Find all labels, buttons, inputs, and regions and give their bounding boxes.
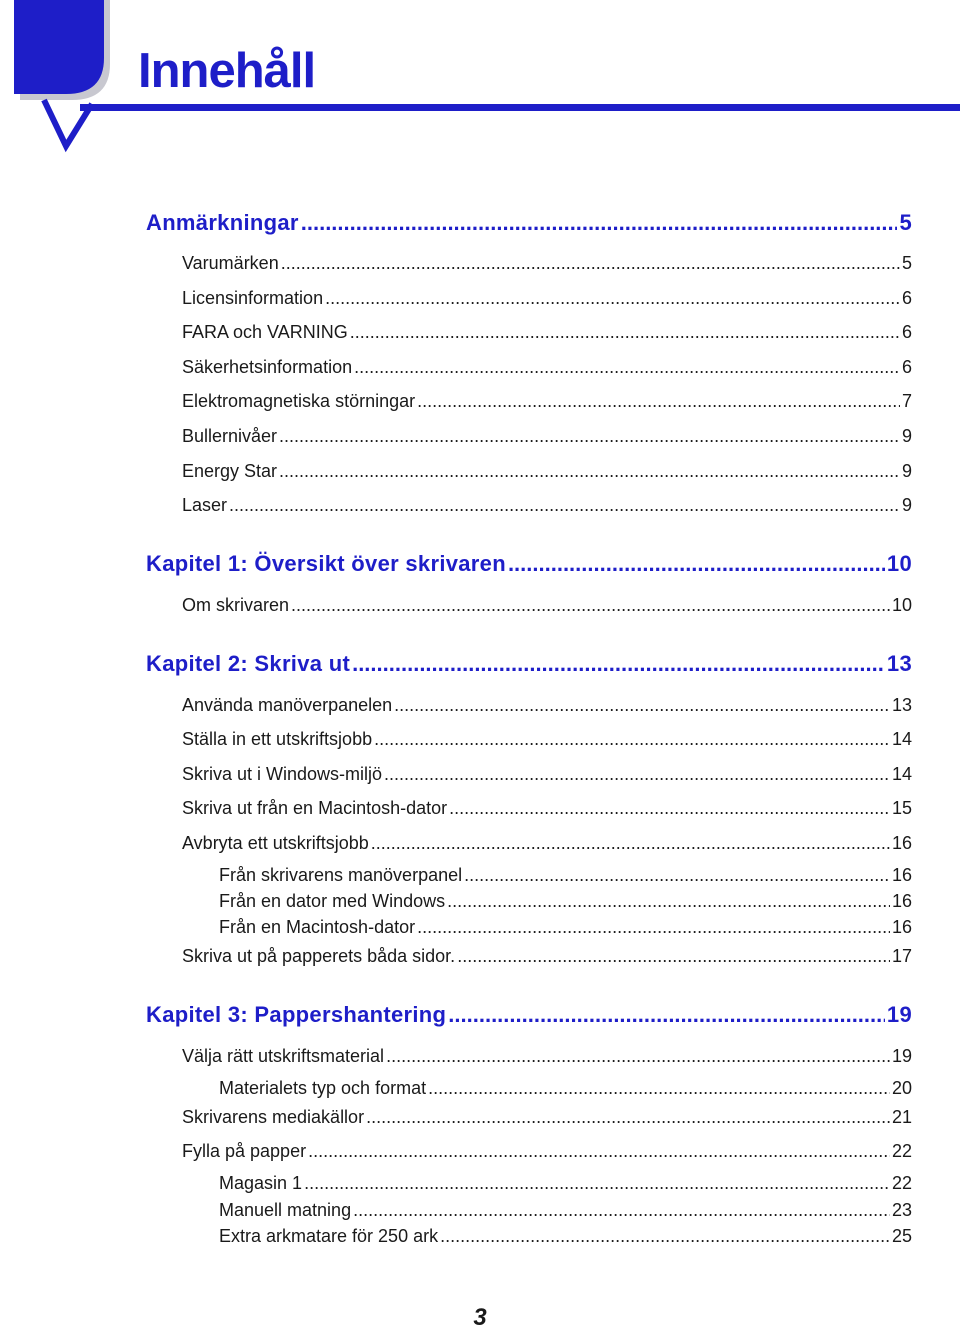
toc-entry[interactable] [219, 1199, 912, 1221]
toc-entry-label: Manuell matning [219, 1200, 352, 1220]
toc-entry[interactable] [219, 916, 912, 938]
toc-entry-label: Ställa in ett utskriftsjobb [182, 729, 373, 749]
dot-leader [464, 864, 890, 886]
toc-entry[interactable] [182, 797, 912, 819]
toc-page-number: 13 [886, 651, 912, 676]
toc-page-number: 22 [891, 1141, 912, 1161]
toc-entry-label: Från en dator med Windows [219, 891, 446, 911]
toc-entry[interactable] [219, 890, 912, 912]
toc-page-number: 19 [886, 1002, 912, 1027]
toc-page-number: 14 [891, 764, 912, 784]
toc-entry[interactable] [182, 763, 912, 785]
dot-leader [281, 252, 900, 274]
toc-page-number: 9 [901, 461, 912, 481]
toc-page-number: 16 [891, 891, 912, 911]
toc-page-number: 7 [901, 391, 912, 411]
toc-entry-label: Bullernivåer [182, 426, 278, 446]
dot-leader [417, 390, 900, 412]
toc-chapter[interactable] [146, 651, 912, 677]
toc-entry[interactable] [182, 728, 912, 750]
dot-leader [374, 728, 890, 750]
toc-entry-label: Från en Macintosh-dator [219, 917, 416, 937]
toc-page-number: 25 [891, 1226, 912, 1246]
dot-leader [325, 287, 900, 309]
toc-entry[interactable] [182, 356, 912, 378]
toc-entry[interactable] [182, 287, 912, 309]
dot-leader [366, 1106, 890, 1128]
toc-entry[interactable] [182, 945, 912, 967]
toc-entry-label: Elektromagnetiska störningar [182, 391, 416, 411]
toc-entry[interactable] [182, 460, 912, 482]
toc-entry-label: Fylla på papper [182, 1141, 307, 1161]
toc-chapter[interactable] [146, 1002, 912, 1028]
toc-entry-label: Från skrivarens manöverpanel [219, 865, 463, 885]
toc-page-number: 9 [901, 495, 912, 515]
dot-leader [279, 460, 900, 482]
page-number: 3 [473, 1304, 487, 1331]
toc-entry-label: Skriva ut på papperets båda sidor. [182, 946, 456, 966]
dot-leader [447, 890, 890, 912]
toc-entry[interactable] [182, 594, 912, 616]
dot-leader [291, 594, 890, 616]
toc-page-number: 23 [891, 1200, 912, 1220]
toc-entry-label: Energy Star [182, 461, 278, 481]
toc-page-number: 6 [901, 288, 912, 308]
toc-page-number: 14 [891, 729, 912, 749]
toc-entry-label: Laser [182, 495, 228, 515]
toc-entry-label: Materialets typ och format [219, 1078, 427, 1098]
toc-entry[interactable] [219, 1225, 912, 1247]
toc-page-number: 6 [901, 357, 912, 377]
toc-entry-label: Kapitel 1: Översikt över skrivaren [146, 551, 506, 576]
dot-leader [304, 1172, 890, 1194]
dot-leader [449, 797, 890, 819]
dot-leader [354, 356, 900, 378]
dot-leader [350, 321, 900, 343]
toc-page-number: 17 [891, 946, 912, 966]
toc-page-number: 16 [891, 833, 912, 853]
toc-entry-label: FARA och VARNING [182, 322, 348, 342]
dot-leader [394, 694, 890, 716]
toc-chapter[interactable] [146, 551, 912, 577]
toc-entry[interactable] [182, 321, 912, 343]
dot-leader [229, 494, 900, 516]
toc-entry[interactable] [182, 1140, 912, 1162]
toc-entry[interactable] [182, 1045, 912, 1067]
dot-leader [386, 1045, 890, 1067]
dot-leader [448, 1002, 885, 1028]
toc-entry-label: Säkerhetsinformation [182, 357, 353, 377]
toc-page-number: 10 [886, 551, 912, 576]
toc-page-number: 5 [899, 210, 912, 235]
toc-entry-label: Skrivarens mediakällor [182, 1107, 365, 1127]
dot-leader [353, 1199, 890, 1221]
toc-entry-label: Använda manöverpanelen [182, 695, 393, 715]
toc-page-number: 6 [901, 322, 912, 342]
toc-page-number: 20 [891, 1078, 912, 1098]
dot-leader [301, 210, 898, 236]
dot-leader [508, 551, 885, 577]
toc-entry-label: Magasin 1 [219, 1173, 303, 1193]
page-title: Innehåll [138, 44, 316, 98]
toc-page-number: 15 [891, 798, 912, 818]
toc-entry-label: Kapitel 3: Pappershantering [146, 1002, 447, 1027]
toc-entry-label: Kapitel 2: Skriva ut [146, 651, 351, 676]
toc-page-number: 16 [891, 917, 912, 937]
toc-page-number: 21 [891, 1107, 912, 1127]
toc-entry[interactable] [219, 1172, 912, 1194]
toc-chapter[interactable] [146, 210, 912, 236]
toc-page-number: 5 [901, 253, 912, 273]
toc-entry[interactable] [182, 694, 912, 716]
toc-entry-label: Om skrivaren [182, 595, 290, 615]
toc-entry[interactable] [182, 252, 912, 274]
toc-entry-label: Skriva ut från en Macintosh-dator [182, 798, 448, 818]
dot-leader [440, 1225, 890, 1247]
toc-entry[interactable] [182, 494, 912, 516]
toc-page-number: 19 [891, 1046, 912, 1066]
toc-entry-label: Varumärken [182, 253, 279, 273]
toc-page-number: 13 [891, 695, 912, 715]
dot-leader [428, 1077, 890, 1099]
toc-page-number: 9 [901, 426, 912, 446]
toc-entry-label: Anmärkningar [146, 210, 299, 235]
toc-entry-label: Licensinformation [182, 288, 324, 308]
toc-entry[interactable] [182, 390, 912, 412]
toc-entry-label: Avbryta ett utskriftsjobb [182, 833, 369, 853]
dot-leader [308, 1140, 890, 1162]
dot-leader [371, 832, 890, 854]
dot-leader [279, 425, 900, 447]
dot-leader [352, 651, 885, 677]
toc-entry[interactable] [182, 832, 912, 854]
toc-entry[interactable] [182, 425, 912, 447]
toc-page-number: 22 [891, 1173, 912, 1193]
toc-entry-label: Välja rätt utskriftsmaterial [182, 1046, 385, 1066]
toc-entry[interactable] [219, 1077, 912, 1099]
toc-page-number: 10 [891, 595, 912, 615]
dot-leader [417, 916, 890, 938]
dot-leader [384, 763, 890, 785]
toc-entry-label: Skriva ut i Windows-miljö [182, 764, 383, 784]
toc-entry[interactable] [182, 1106, 912, 1128]
dot-leader [457, 945, 890, 967]
toc-entry[interactable] [219, 864, 912, 886]
toc-entry-label: Extra arkmatare för 250 ark [219, 1226, 439, 1246]
toc-page-number: 16 [891, 865, 912, 885]
